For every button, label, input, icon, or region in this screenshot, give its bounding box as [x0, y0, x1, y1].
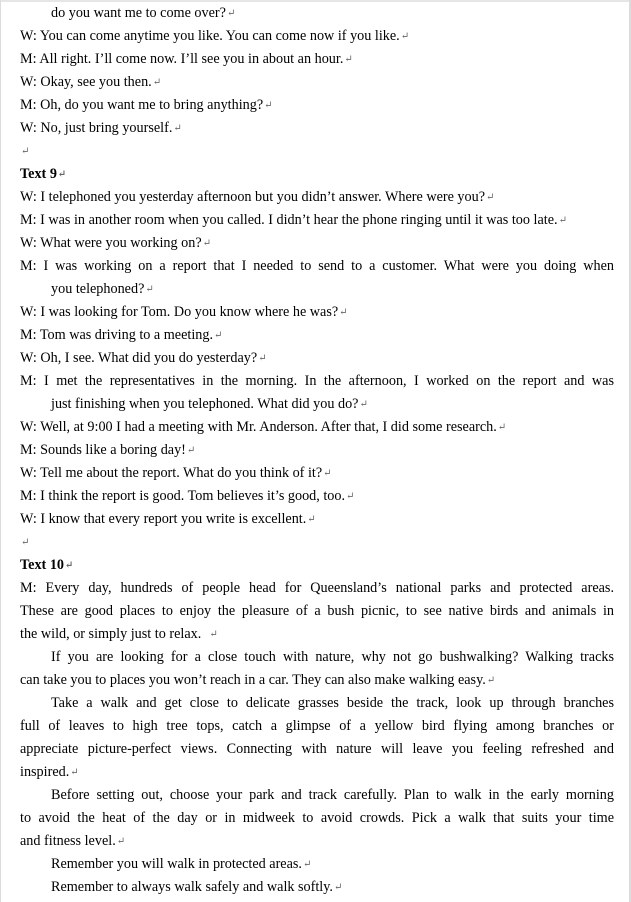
paragraph-line: appreciate picture-perfect views. Connecting with nature will leave you feeling refreshed and — [20, 741, 614, 757]
dialogue-line: W: I was looking for Tom. Do you know where he was?↵ — [20, 304, 348, 320]
dialogue-line: M: Oh, do you want me to bring anything?↵ — [20, 97, 273, 113]
paragraph-mark-icon: ↵ — [323, 468, 332, 479]
dialogue-line: just finishing when you telephoned. What did you do?↵ — [51, 396, 368, 412]
paragraph-mark-icon: ↵ — [65, 560, 74, 571]
dialogue-line: W: You can come anytime you like. You can come now if you like.↵ — [20, 28, 410, 44]
paragraph-mark-icon: ↵ — [226, 8, 236, 19]
paragraph-line: If you are looking for a close touch with nature, why not go bushwalking? Walking tracks — [51, 649, 614, 665]
dialogue-line: M: Sounds like a boring day!↵ — [20, 442, 196, 458]
paragraph-mark-icon: ↵ — [173, 123, 182, 134]
paragraph-line: and fitness level.↵ — [20, 833, 126, 849]
paragraph-mark-icon: ↵ — [346, 491, 355, 502]
paragraph-line: inspired.↵ — [20, 764, 79, 780]
empty-line — [20, 142, 614, 160]
paragraph-line: These are good places to enjoy the pleasure of a bush picnic, to see native birds and animals in — [20, 603, 614, 619]
paragraph-mark-icon: ↵ — [209, 629, 218, 640]
dialogue-line: M: I was working on a report that I needed to send to a customer. What were you doing when — [20, 258, 614, 274]
dialogue-line: W: Okay, see you then.↵ — [20, 74, 162, 90]
paragraph-mark-icon: ↵ — [486, 675, 496, 686]
top-edge — [0, 0, 631, 2]
empty-line — [20, 533, 614, 551]
paragraph-mark-icon: ↵ — [152, 77, 162, 88]
paragraph-line: Remember to always walk safely and walk softly.↵ — [51, 879, 343, 895]
dialogue-line: W: Tell me about the report. What do you think of it?↵ — [20, 465, 332, 481]
paragraph-mark-icon: ↵ — [21, 537, 30, 548]
section-heading-text9: Text 9↵ — [20, 166, 67, 182]
paragraph-mark-icon: ↵ — [264, 100, 273, 111]
paragraph-line: M: Every day, hundreds of people head for Queensland’s national parks and protected areas. — [20, 580, 614, 596]
dialogue-line: W: I telephoned you yesterday afternoon but you didn’t answer. Where were you?↵ — [20, 189, 495, 205]
paragraph-line: to avoid the heat of the day or in midweek to avoid crowds. Pick a walk that suits your time — [20, 810, 614, 826]
paragraph-mark-icon: ↵ — [214, 330, 223, 341]
left-edge — [0, 0, 1, 902]
paragraph-mark-icon: ↵ — [359, 399, 368, 410]
dialogue-line: M: All right. I’ll come now. I’ll see you in about an hour.↵ — [20, 51, 353, 67]
dialogue-line: W: Well, at 9:00 I had a meeting with Mr. Anderson. After that, I did some research.↵ — [20, 419, 507, 435]
dialogue-line: M: I think the report is good. Tom believes it’s good, too.↵ — [20, 488, 355, 504]
dialogue-line: M: I met the representatives in the morning. In the afternoon, I worked on the report and was — [20, 373, 614, 389]
dialogue-line: you telephoned?↵ — [51, 281, 154, 297]
paragraph-line: Before setting out, choose your park and track carefully. Plan to walk in the early morning — [51, 787, 614, 803]
paragraph-mark-icon: ↵ — [497, 422, 507, 433]
paragraph-line: Remember you will walk in protected areas.↵ — [51, 856, 312, 872]
paragraph-mark-icon: ↵ — [70, 767, 79, 778]
paragraph-mark-icon: ↵ — [202, 238, 212, 249]
paragraph-mark-icon: ↵ — [307, 514, 316, 525]
paragraph-mark-icon: ↵ — [186, 445, 196, 456]
dialogue-line: W: No, just bring yourself.↵ — [20, 120, 182, 136]
paragraph-mark-icon: ↵ — [145, 284, 154, 295]
paragraph-line: can take you to places you won’t reach in a car. They can also make walking easy.↵ — [20, 672, 496, 688]
dialogue-line: M: I was in another room when you called. I didn’t hear the phone ringing until it was too late.↵ — [20, 212, 567, 228]
paragraph-mark-icon: ↵ — [57, 169, 67, 180]
paragraph-mark-icon: ↵ — [258, 353, 267, 364]
paragraph-line: the wild, or simply just to relax. ↵ — [20, 626, 218, 642]
dialogue-line: W: I know that every report you write is excellent.↵ — [20, 511, 316, 527]
dialogue-line: do you want me to come over?↵ — [51, 5, 236, 21]
paragraph-mark-icon: ↵ — [558, 215, 567, 226]
paragraph-mark-icon: ↵ — [333, 882, 343, 893]
paragraph-line: Take a walk and get close to delicate grasses beside the track, look up through branches — [51, 695, 614, 711]
paragraph-mark-icon: ↵ — [486, 192, 495, 203]
section-heading-text10: Text 10↵ — [20, 557, 74, 573]
paragraph-mark-icon: ↵ — [344, 54, 353, 65]
dialogue-line: W: Oh, I see. What did you do yesterday?↵ — [20, 350, 267, 366]
paragraph-mark-icon: ↵ — [302, 859, 312, 870]
paragraph-mark-icon: ↵ — [339, 307, 348, 318]
paragraph-mark-icon: ↵ — [116, 836, 126, 847]
dialogue-line: M: Tom was driving to a meeting.↵ — [20, 327, 223, 343]
dialogue-line: W: What were you working on?↵ — [20, 235, 212, 251]
paragraph-line: full of leaves to high tree tops, catch a glimpse of a yellow bird flying among branches or — [20, 718, 614, 734]
paragraph-mark-icon: ↵ — [21, 146, 30, 157]
paragraph-mark-icon: ↵ — [400, 31, 410, 42]
